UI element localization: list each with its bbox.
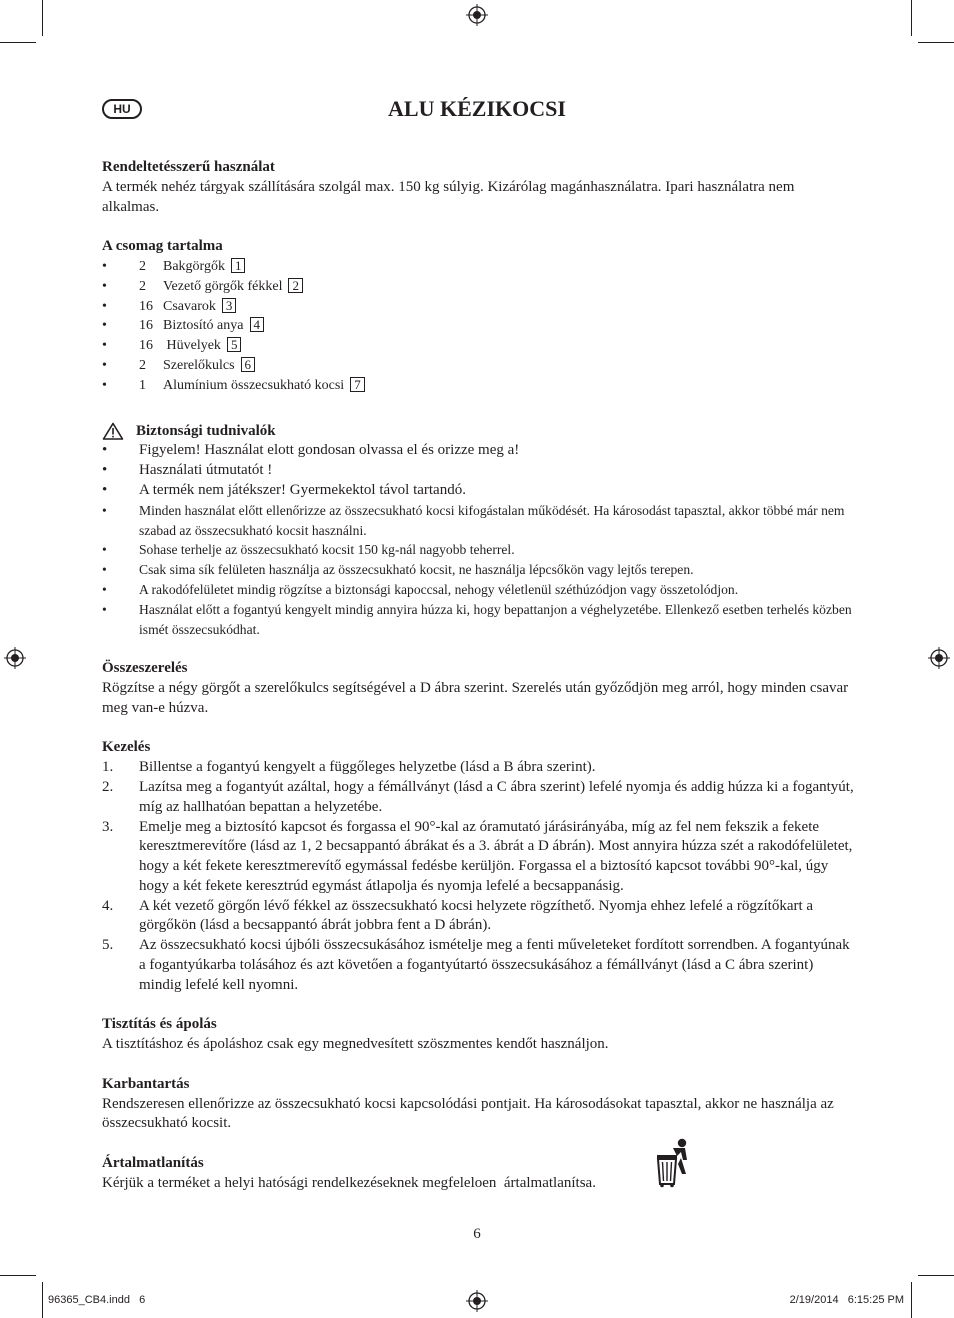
registration-mark-icon <box>466 4 488 26</box>
crop-mark <box>911 1282 912 1318</box>
item-name: Vezető görgők fékkel <box>163 278 283 294</box>
list-item-text: Figyelem! Használat elott gondosan olvassa el és orizze meg a! <box>139 442 520 459</box>
section-heading: Rendeltetésszerű használat <box>102 159 275 175</box>
document-body <box>102 158 854 1213</box>
item-number-box: 1 <box>231 258 246 273</box>
list-item <box>102 758 854 778</box>
section-heading: A csomag tartalma <box>102 238 223 255</box>
item-name: Alumínium összecsukható kocsi <box>163 377 345 393</box>
crop-mark <box>42 0 43 36</box>
step-text: Emelje meg a biztosító kapcsot és forgassa el 90°-kal az óramutató járásirányába, míg az fel nem fekszik a fekete keresztmerevítőre (lásd az 1, 2 becsappantó ábrákat és a 3. ábrát a D ábrán). Most annyira húzza szét a rakodófelületet, hogy a két fekete keresztmerevítő egymással fedésbe kerüljön. Forgassa el a biztosító kapcsot további 90°-kal, úgy hogy a két fekete keresztrúd egymást átlapolja és nyomja lefelé a becsappanásig. <box>139 818 853 894</box>
list-item <box>102 778 854 818</box>
list-item: • 2 Bakgörgők 1 <box>102 257 854 277</box>
step-text: Lazítsa meg a fogantyút azáltal, hogy a fémállványt (lásd a C ábra szerint) lefelé nyomja és addig húzza ki a fogantyút, míg az hallhatóan bepattan a helyzetébe. <box>139 778 854 815</box>
item-quantity: 16 <box>139 298 153 314</box>
item-quantity: 2 <box>139 357 146 373</box>
waste-bin-icon <box>656 1138 694 1188</box>
list-item-text: Sohase terhelje az összecsukható kocsit 150 kg-nál nagyobb teherrel. <box>139 542 515 558</box>
list-item: • 16 Csavarok 3 <box>102 297 854 317</box>
registration-mark-icon <box>4 647 26 669</box>
page-number: 6 <box>473 1226 481 1242</box>
item-number-box: 6 <box>241 357 256 372</box>
item-name: Biztosító anya <box>163 318 244 334</box>
item-name: Hüvelyek <box>163 338 221 354</box>
language-badge: HU <box>102 99 142 119</box>
section-heading: Tisztítás és ápolás <box>102 1016 217 1033</box>
list-item: • Használati útmutatót ! <box>102 462 273 479</box>
step-number: 3. <box>102 818 114 835</box>
item-quantity: 16 <box>139 318 153 334</box>
list-item: • Csak sima sík felületen használja az összecsukható kocsit, ne használja lépcsőkön vagy lejtős terepen. <box>102 562 694 578</box>
page-title: ALU KÉZIKOCSI <box>388 96 566 121</box>
package-list <box>102 257 854 396</box>
section-text: A tisztításhoz és ápoláshoz csak egy megnedvesített szöszmentes kendőt használjon. <box>102 1036 609 1053</box>
step-text: Billentse a fogantyú kengyelt a függőleges helyzetbe (lásd a B ábra szerint). <box>139 759 596 776</box>
list-item: • A rakodófelületet mindig rögzítse a biztonsági kapoccsal, nehogy véletlenül széthúzódjon vagy összetolódjon. <box>102 581 739 597</box>
disposal-section <box>102 1154 854 1194</box>
item-quantity: 2 <box>139 278 146 294</box>
registration-mark-icon <box>928 647 950 669</box>
list-item-text: Használat előtt a fogantyú kengyelt mindig annyira húzza ki, hogy bepattanjon a véghelyzetébe. Ellenkező esetben terhelés közben ismét összecsukódhat. <box>139 601 852 637</box>
warning-triangle-icon <box>102 422 124 440</box>
list-item: • 2 Szerelőkulcs 6 <box>102 356 854 376</box>
section-text: A termék nehéz tárgyak szállítására szolgál max. 150 kg súlyig. Kizárólag magánhasználatra. Ipari használatra nem alkalmas. <box>102 178 795 215</box>
crop-mark <box>918 1275 954 1276</box>
item-number-box: 4 <box>250 317 265 332</box>
list-item-text: A termék nem játékszer! Gyermekektol távol tartandó. <box>139 481 466 498</box>
list-item: • Minden használat előtt ellenőrizze az összecsukható kocsi kifogástalan működését. Ha károsodást tapasztal, akkor többé már nem szabad az összecsukható kocsit használni. <box>102 502 845 538</box>
operation-steps <box>102 758 854 996</box>
section-heading: Karbantartás <box>102 1075 190 1092</box>
item-name: Csavarok <box>163 298 216 314</box>
crop-mark <box>918 42 954 43</box>
step-number: 2. <box>102 778 114 795</box>
list-item: • 2 Vezető görgők fékkel 2 <box>102 277 854 297</box>
list-item: • A termék nem játékszer! Gyermekektol távol tartandó. <box>102 481 466 498</box>
crop-mark <box>911 0 912 36</box>
item-quantity: 1 <box>139 377 146 393</box>
footer-timestamp: 2/19/2014 6:15:25 PM <box>789 1294 904 1306</box>
item-number-box: 3 <box>222 298 237 313</box>
item-number-box: 2 <box>288 278 303 293</box>
list-item <box>102 936 854 995</box>
safety-list <box>102 441 854 639</box>
footer-file-name: 96365_CB4.indd 6 <box>48 1294 146 1306</box>
section-heading-row <box>102 422 854 442</box>
section-heading: Biztonsági tudnivalók <box>136 422 276 439</box>
step-text: Az összecsukható kocsi újbóli összecsukásához ismételje meg a fenti műveleteket fordított sorrendben. A fogantyúnak a fogantyúkarba tolásához és azt követően a fogantyútartó összecsukásához a fémállványt (lásd a C ábra szerint) mindig lefelé kell nyomni. <box>139 937 850 993</box>
crop-mark <box>0 42 36 43</box>
item-number-box: 5 <box>227 337 242 352</box>
item-number-box: 7 <box>350 377 365 392</box>
assembly-section <box>102 659 854 718</box>
list-item <box>102 818 854 897</box>
list-item: • 16 Hüvelyek 5 <box>102 336 854 356</box>
list-item: • 16 Biztosító anya 4 <box>102 316 854 336</box>
crop-mark <box>0 1275 36 1276</box>
list-item-text: A rakodófelületet mindig rögzítse a biztonsági kapoccsal, nehogy véletlenül széthúzódjon vagy összetolódjon. <box>139 581 739 597</box>
intended-use-section <box>102 158 854 217</box>
package-contents-section <box>102 237 854 395</box>
step-number: 5. <box>102 937 114 954</box>
item-name: Szerelőkulcs <box>163 357 235 373</box>
list-item: • Használat előtt a fogantyú kengyelt mindig annyira húzza ki, hogy bepattanjon a véghelyzetébe. Ellenkező esetben terhelés közben ismét összecsukódhat. <box>102 601 852 637</box>
section-text: Rögzítse a négy görgőt a szerelőkulcs segítségével a D ábra szerint. Szerelés után győződjön meg arról, hogy minden csavar meg van-e húzva. <box>102 679 849 716</box>
crop-mark <box>42 1282 43 1318</box>
section-heading: Ártalmatlanítás <box>102 1155 204 1172</box>
step-text: A két vezető görgőn lévő fékkel az összecsukható kocsi helyzete rögzíthető. Nyomja ehhez lefelé a rögzítőkart a görgőkön (lásd a becsappantó ábrát jobbra fent a D ábrán). <box>139 897 814 934</box>
safety-section <box>102 422 854 640</box>
item-quantity: 2 <box>139 258 146 274</box>
registration-mark-icon <box>466 1290 488 1312</box>
step-number: 4. <box>102 897 114 914</box>
list-item-text: Minden használat előtt ellenőrizze az összecsukható kocsi kifogástalan működését. Ha károsodást tapasztal, akkor többé már nem szabad az összecsukható kocsit használni. <box>139 502 845 538</box>
cleaning-section <box>102 1015 854 1055</box>
list-item <box>102 897 854 937</box>
step-number: 1. <box>102 759 114 776</box>
list-item: • 1 Alumínium összecsukható kocsi 7 <box>102 376 854 396</box>
list-item: • Sohase terhelje az összecsukható kocsit 150 kg-nál nagyobb teherrel. <box>102 542 515 558</box>
section-heading: Összeszerelés <box>102 660 188 677</box>
section-text: Kérjük a terméket a helyi hatósági rendelkezéseknek megfeleloen ártalmatlanítsa. <box>102 1174 596 1191</box>
operation-section <box>102 738 854 995</box>
maintenance-section <box>102 1075 854 1134</box>
section-heading: Kezelés <box>102 739 151 756</box>
list-item-text: Csak sima sík felületen használja az összecsukható kocsit, ne használja lépcsőkön vagy lejtős terepen. <box>139 562 694 578</box>
list-item-text: Használati útmutatót ! <box>139 462 273 479</box>
list-item: • Figyelem! Használat elott gondosan olvassa el és orizze meg a! <box>102 442 520 459</box>
item-name: Bakgörgők <box>163 258 225 274</box>
section-text: Rendszeresen ellenőrizze az összecsukható kocsi kapcsolódási pontjait. Ha károsodásokat tapasztal, akkor ne használja az összecsukható kocsit. <box>102 1095 834 1132</box>
item-quantity: 16 <box>139 338 153 354</box>
